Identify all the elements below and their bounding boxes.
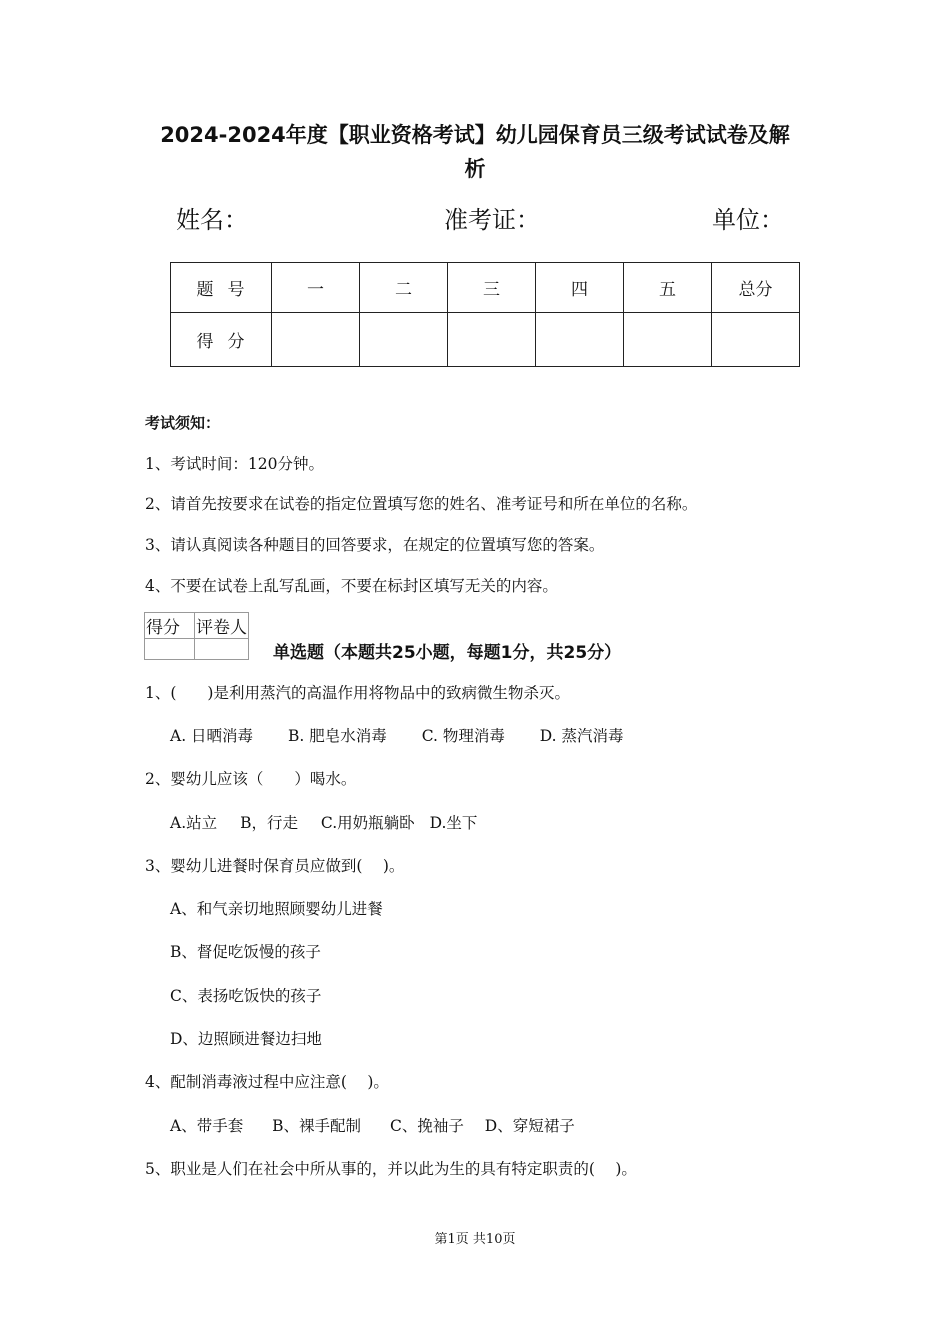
score-input-cell[interactable] <box>624 313 712 367</box>
score-table-score-row <box>171 313 800 367</box>
question-1-options <box>170 724 654 746</box>
option[interactable]: D、穿短裙子 <box>484 1117 575 1135</box>
title-line-1: 2024-2024年度【职业资格考试】幼儿园保育员三级考试试卷及解 <box>160 123 790 147</box>
question-4: 4、配制消毒液过程中应注意( )。 <box>145 1073 389 1091</box>
notice-heading: 考试须知： <box>145 414 221 432</box>
score-table-header-row <box>171 263 800 313</box>
score-table-cell: 题号 <box>171 263 272 313</box>
grader-box <box>144 612 249 660</box>
page-footer: 第1页 共10页 <box>434 1232 516 1247</box>
page-title <box>130 118 820 186</box>
notice-item: 2、请首先按要求在试卷的指定位置填写您的姓名、准考证号和所在单位的名称。 <box>145 495 698 513</box>
option[interactable]: C. 物理消毒 <box>421 727 505 745</box>
option[interactable]: B. 肥皂水消毒 <box>288 727 387 745</box>
unit-label: 单位： <box>712 206 784 234</box>
notice-item: 4、不要在试卷上乱写乱画，不要在标封区填写无关的内容。 <box>145 577 558 595</box>
score-table-cell: 总分 <box>712 263 800 313</box>
exam-id-label: 准考证： <box>444 206 540 234</box>
score-input-cell[interactable] <box>360 313 448 367</box>
question-3-option[interactable]: C、表扬吃饭快的孩子 <box>170 987 322 1005</box>
option[interactable]: A.站立 <box>170 814 218 832</box>
section-title: 单选题（本题共25小题，每题1分，共25分） <box>273 643 622 663</box>
question-2-options <box>170 811 507 833</box>
score-table-cell: 三 <box>448 263 536 313</box>
score-table <box>170 262 800 367</box>
question-4-options <box>170 1114 605 1136</box>
score-input-cell[interactable] <box>712 313 800 367</box>
score-table-cell: 得分 <box>171 313 272 367</box>
notice-item: 3、请认真阅读各种题目的回答要求，在规定的位置填写您的答案。 <box>145 536 605 554</box>
option[interactable]: A、带手套 <box>170 1117 244 1135</box>
question-5: 5、职业是人们在社会中所从事的，并以此为生的具有特定职责的( )。 <box>145 1160 637 1178</box>
question-1: 1、( )是利用蒸汽的高温作用将物品中的致病微生物杀灭。 <box>145 684 570 702</box>
grader-score-label: 得分 <box>145 613 195 639</box>
score-table-cell: 四 <box>536 263 624 313</box>
question-2: 2、婴幼儿应该（ ）喝水。 <box>145 770 357 788</box>
option[interactable]: C、挽袖子 <box>389 1117 464 1135</box>
notice-item: 1、考试时间：120分钟。 <box>145 455 324 473</box>
score-table-cell: 一 <box>272 263 360 313</box>
option[interactable]: B，行走 <box>240 814 298 832</box>
score-table-cell: 二 <box>360 263 448 313</box>
title-line-2: 析 <box>464 157 486 181</box>
question-3-option[interactable]: A、和气亲切地照顾婴幼儿进餐 <box>170 900 383 918</box>
question-3-option[interactable]: D、边照顾进餐边扫地 <box>170 1030 322 1048</box>
grader-name-label: 评卷人 <box>195 613 249 639</box>
score-input-cell[interactable] <box>536 313 624 367</box>
option[interactable]: A. 日晒消毒 <box>170 727 254 745</box>
question-3: 3、婴幼儿进餐时保育员应做到( )。 <box>145 857 405 875</box>
score-input-cell[interactable] <box>272 313 360 367</box>
option[interactable]: D. 蒸汽消毒 <box>539 727 624 745</box>
candidate-fields <box>176 200 786 240</box>
score-table-cell: 五 <box>624 263 712 313</box>
option[interactable]: D.坐下 <box>429 814 478 832</box>
question-3-option[interactable]: B、督促吃饭慢的孩子 <box>170 943 321 961</box>
score-input-cell[interactable] <box>448 313 536 367</box>
option[interactable]: B、裸手配制 <box>272 1117 362 1135</box>
grader-score-cell[interactable] <box>145 639 195 660</box>
grader-name-cell[interactable] <box>195 639 249 660</box>
name-label: 姓名： <box>176 206 248 234</box>
option[interactable]: C.用奶瓶躺卧 <box>320 814 415 832</box>
